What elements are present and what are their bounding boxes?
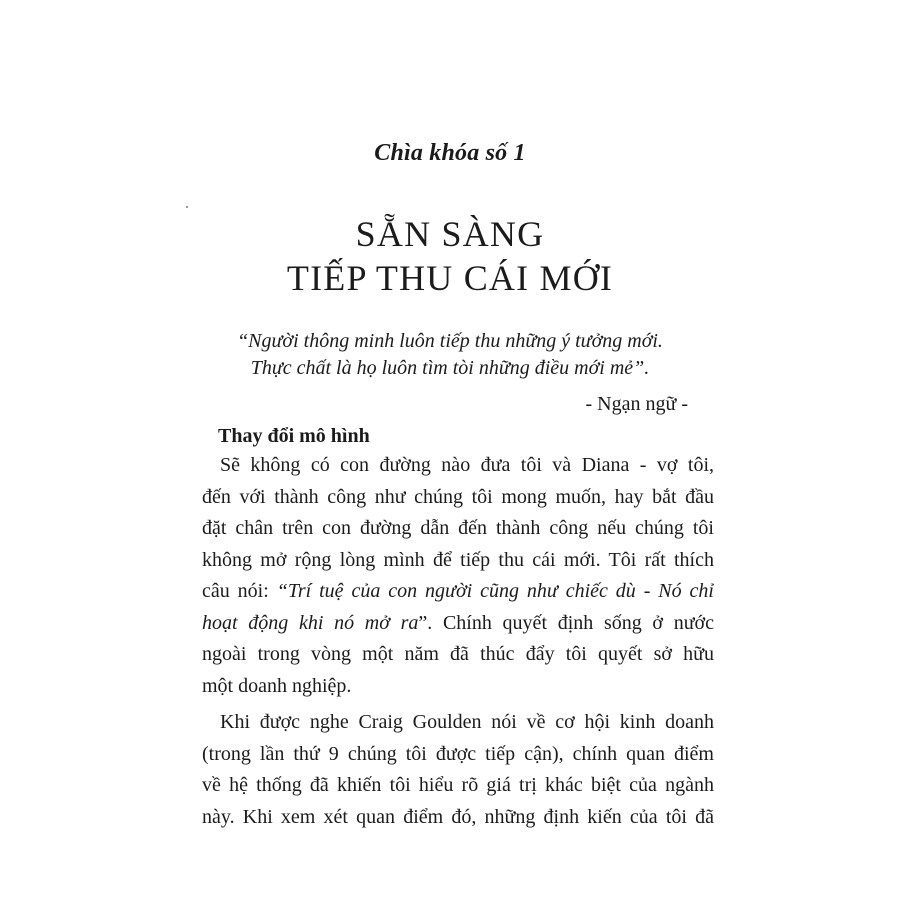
- section-heading: Thay đổi mô hình: [218, 425, 370, 447]
- body-text: [202, 450, 714, 833]
- chapter-title: [0, 212, 900, 300]
- chapter-label: Chìa khóa số 1: [374, 140, 526, 166]
- inline-quote-part-1: “Trí tuệ của con người cũng như chiếc dù - Nó chỉ: [276, 580, 714, 602]
- paragraph-1-line-7: ngoài trong vòng một năm đã thúc đẩy tôi quyết sở hữu: [202, 643, 714, 665]
- chapter-title-line-2: TIẾP THU CÁI MỚI: [286, 258, 614, 298]
- paragraph-1-line-4: không mở rộng lòng mình để tiếp thu cái mới. Tôi rất thích: [202, 548, 714, 571]
- quote-intro: câu nói:: [202, 580, 277, 602]
- paragraph-1-line-8: một doanh nghiệp.: [202, 674, 352, 697]
- epigraph-line-1: “Người thông minh luôn tiếp thu những ý tưởng mới.: [237, 330, 663, 352]
- paragraph-2-line-1: Khi được nghe Craig Goulden nói về cơ hội kinh doanh: [220, 711, 714, 733]
- epigraph-line-2: Thực chất là họ luôn tìm tòi những điều mới mẻ”.: [250, 357, 650, 379]
- paragraph-1-line-5: [202, 576, 714, 608]
- chapter-title-line-1: SẴN SÀNG: [355, 214, 545, 254]
- paragraph-1-line-1: Sẽ không có con đường nào đưa tôi và Diana - vợ tôi,: [220, 454, 714, 476]
- quote-continuation: ”. Chính quyết định sống ở nước: [418, 611, 714, 634]
- paragraph-2-line-3: về hệ thống đã khiến tôi hiểu rõ giá trị khác biệt của ngành: [202, 774, 714, 796]
- inline-quote-part-2: hoạt động khi nó mở ra: [202, 611, 419, 634]
- paragraph-2-line-4: này. Khi xem xét quan điểm đó, những định kiến của tôi đã: [202, 805, 714, 828]
- paragraph-1-line-2: đến với thành công như chúng tôi mong muốn, hay bắt đầu: [202, 485, 714, 508]
- paragraph-2-line-2: (trong lần thứ 9 chúng tôi được tiếp cận), chính quan điểm: [202, 742, 714, 765]
- paragraph-1-line-3: đặt chân trên con đường dẫn đến thành công nếu chúng tôi: [202, 517, 714, 539]
- epigraph-quote: [170, 328, 730, 382]
- scan-speck: [186, 206, 188, 208]
- epigraph-source: - Ngạn ngữ -: [585, 393, 688, 415]
- paragraph-1-line-6: [202, 608, 714, 640]
